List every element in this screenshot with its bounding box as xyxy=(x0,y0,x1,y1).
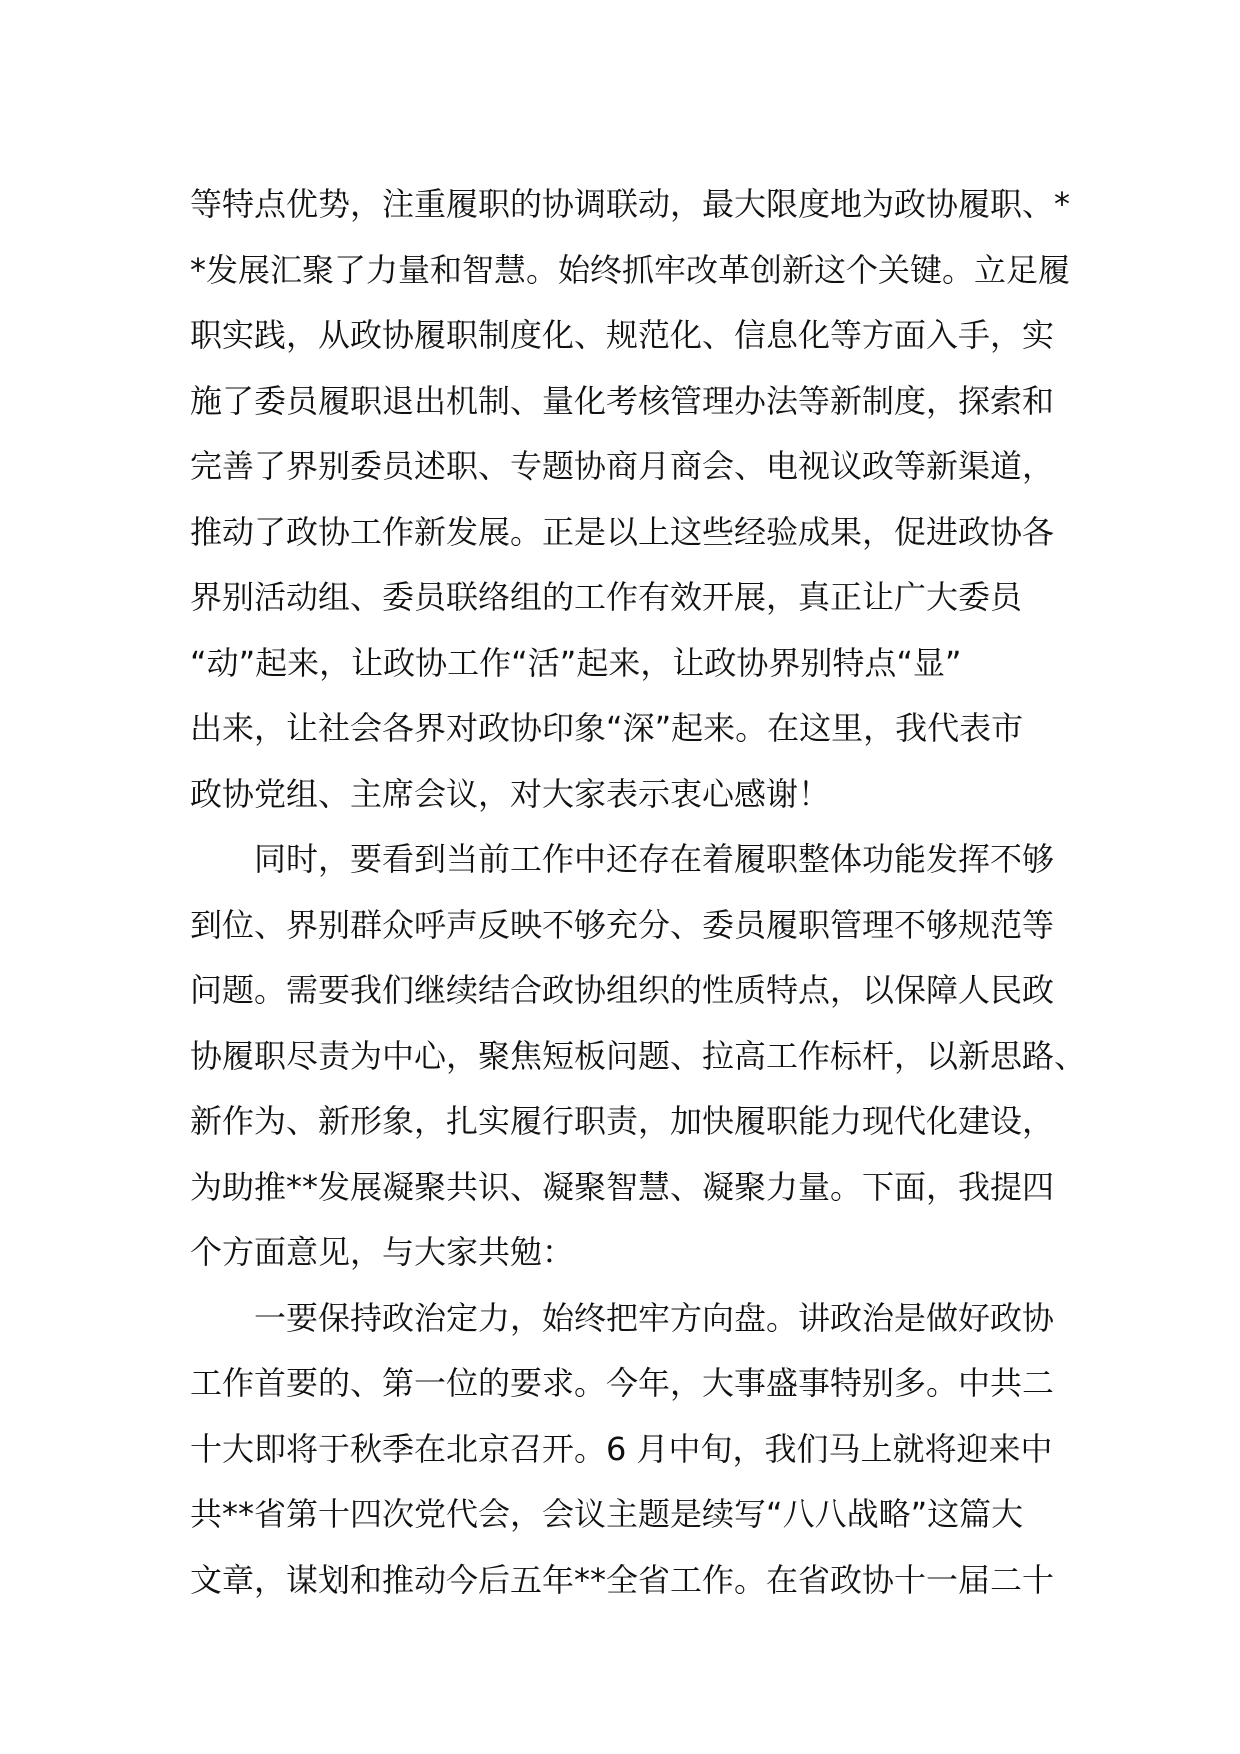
text-line: 工作首要的、第一位的要求。今年，大事盛事特别多。中共二 xyxy=(190,1364,1055,1402)
text-line: 个方面意见，与大家共勉： xyxy=(190,1233,575,1271)
text-line: 界别活动组、委员联络组的工作有效开展，真正让广大委员 xyxy=(190,578,1023,616)
text-line: 问题。需要我们继续结合政协组织的性质特点，以保障人民政 xyxy=(190,971,1055,1009)
text-line: 十大即将于秋季在北京召开。6 月中旬，我们马上就将迎来中 xyxy=(190,1429,1053,1468)
text-line: 施了委员履职退出机制、量化考核管理办法等新制度，探索和 xyxy=(190,381,1055,420)
text-line: 为助推**发展凝聚共识、凝聚智慧、凝聚力量。下面，我提四 xyxy=(190,1167,1055,1206)
paragraph-first-line: 一要保持政治定力，始终把牢方向盘。讲政治是做好政协 xyxy=(254,1298,1055,1337)
body-text xyxy=(190,172,1087,1613)
text-line: 政协党组、主席会议，对大家表示衷心感谢！ xyxy=(190,774,831,813)
text-line: 完善了界别委员述职、专题协商月商会、电视议政等新渠道， xyxy=(190,447,1055,485)
text-line: 职实践，从政协履职制度化、规范化、信息化等方面入手，实 xyxy=(190,316,1055,354)
text-line: 等特点优势，注重履职的协调联动，最大限度地为政协履职、* xyxy=(190,185,1071,223)
text-line: 协履职尽责为中心，聚焦短板问题、拉高工作标杆，以新思路、 xyxy=(190,1036,1087,1075)
text-line: 推动了政协工作新发展。正是以上这些经验成果，促进政协各 xyxy=(190,512,1055,551)
paragraph-first-line: 同时，要看到当前工作中还存在着履职整体功能发挥不够 xyxy=(254,840,1055,878)
text-line: 到位、界别群众呼声反映不够充分、委员履职管理不够规范等 xyxy=(190,905,1055,944)
text-line: “动”起来，让政协工作“活”起来，让政协界别特点“显” xyxy=(190,643,962,682)
text-line: 新作为、新形象，扎实履行职责，加快履职能力现代化建设， xyxy=(190,1102,1055,1140)
text-line: 出来，让社会各界对政协印象“深”起来。在这里，我代表市 xyxy=(190,709,1024,747)
text-line: *发展汇聚了力量和智慧。始终抓牢改革创新这个关键。立足履 xyxy=(190,250,1071,289)
text-line: 文章，谋划和推动今后五年**全省工作。在省政协十一届二十 xyxy=(190,1560,1055,1599)
text-line: 共**省第十四次党代会，会议主题是续写“八八战略”这篇大 xyxy=(190,1495,1024,1533)
